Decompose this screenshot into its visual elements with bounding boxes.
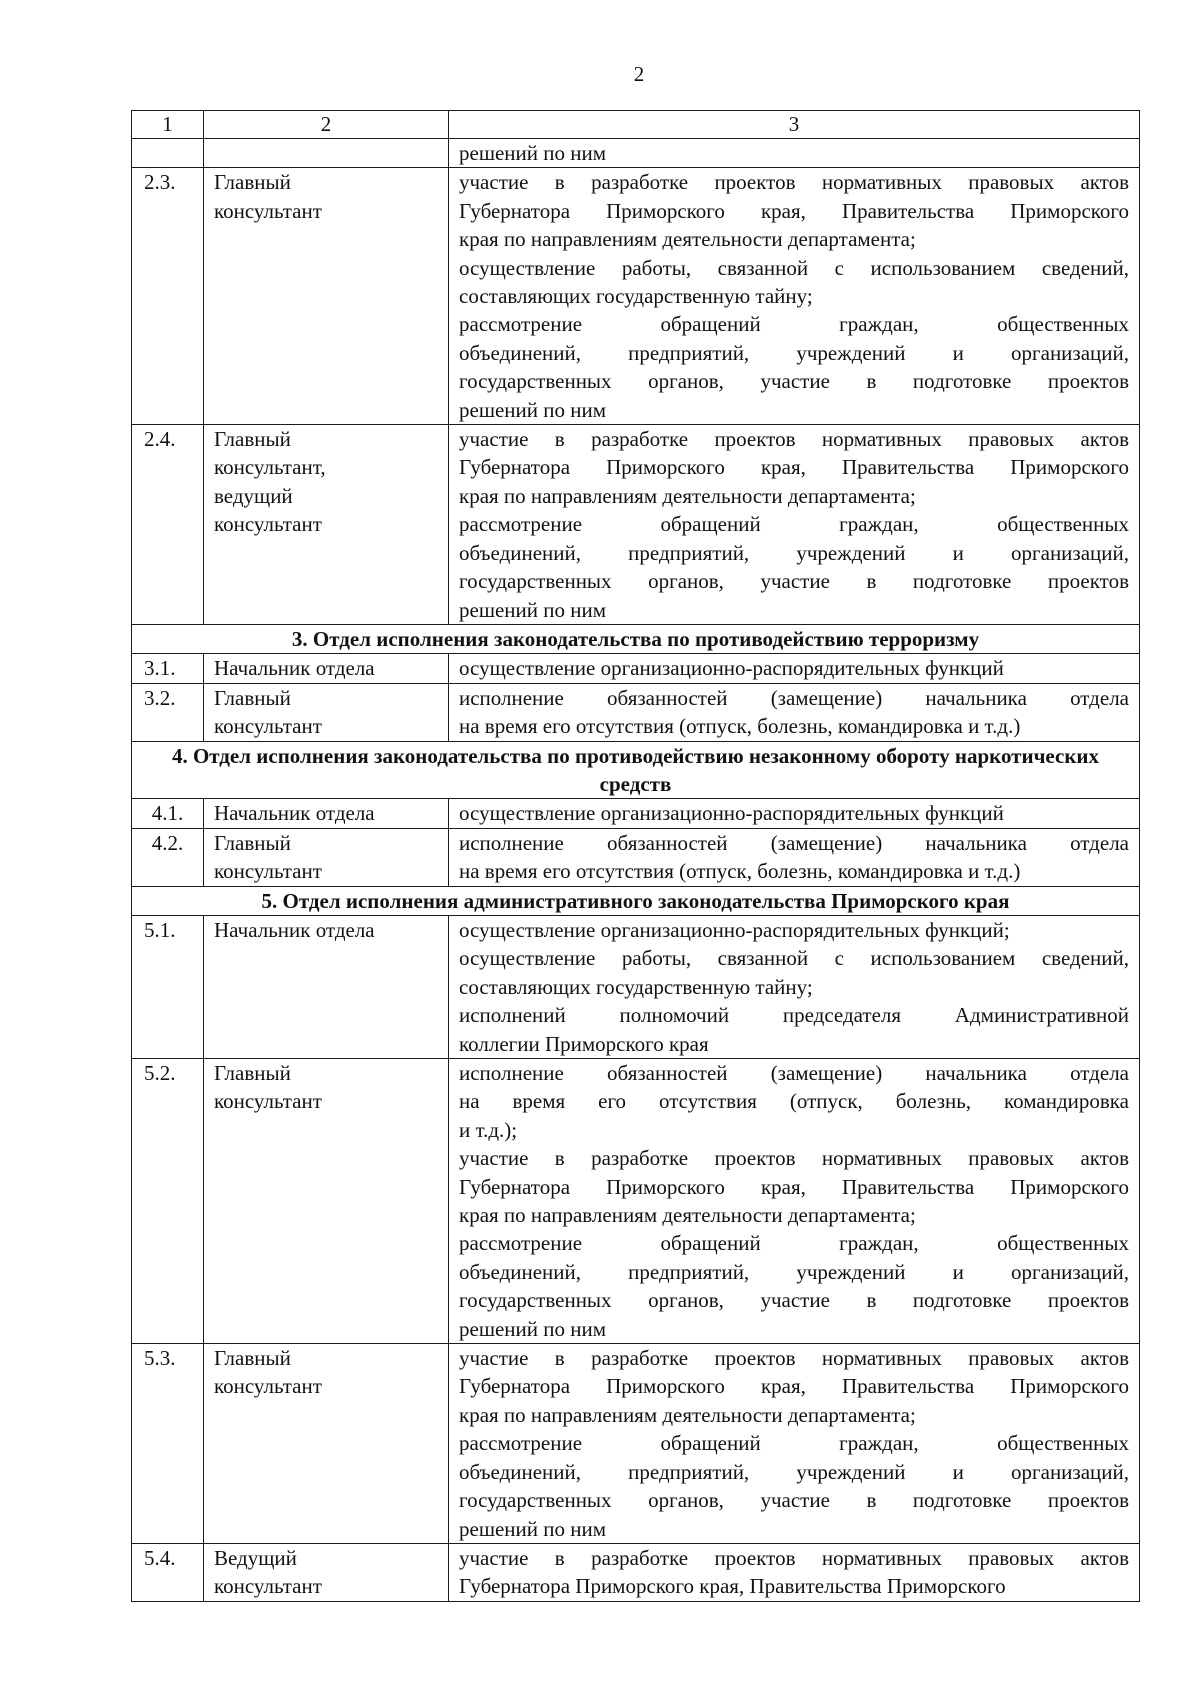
duty-line: осуществление организационно-распорядительных функций; (459, 917, 1010, 942)
position-line: консультант (214, 859, 322, 884)
duties-table (131, 110, 1140, 1602)
duty-line: Губернатора Приморского края, Правительства Приморского (459, 198, 1129, 223)
duty-line: объединений, предприятий, учреждений и организаций, (459, 1259, 1129, 1284)
duty-line: рассмотрение обращений граждан, общественных (459, 512, 1129, 537)
section-title: 5. Отдел исполнения административного законодательства Приморского края (132, 886, 1140, 915)
duty-line: участие в разработке проектов нормативных правовых актов (459, 1346, 1129, 1371)
header-col-3: 3 (449, 111, 1140, 139)
continuation-num (132, 139, 204, 168)
duty-line: края по направлениям деятельности департамента; (459, 483, 916, 508)
row-number: 3.2. (132, 683, 204, 741)
position-line: Начальник отдела (214, 917, 375, 942)
duties-cell (449, 1543, 1140, 1601)
duties-cell (449, 425, 1140, 625)
position-line: ведущий (214, 483, 293, 508)
row-number: 5.2. (132, 1059, 204, 1344)
position-line: консультант (214, 198, 322, 223)
duty-line: исполнение обязанностей (замещение) начальника отдела (459, 1061, 1129, 1085)
section-title: 3. Отдел исполнения законодательства по противодействию терроризму (132, 624, 1140, 653)
duty-line: на время его отсутствия (отпуск, болезнь, командировка (459, 1089, 1129, 1114)
table-header-row (132, 111, 1140, 139)
position-line: консультант (214, 1574, 322, 1599)
table-row (132, 799, 1140, 828)
duty-line: объединений, предприятий, учреждений и организаций, (459, 1459, 1129, 1484)
duty-line: объединений, предприятий, учреждений и организаций, (459, 540, 1129, 565)
position-line: Начальник отдела (214, 801, 375, 826)
duty-line: рассмотрение обращений граждан, общественных (459, 1231, 1129, 1256)
row-number: 3.1. (132, 654, 204, 683)
duty-line: края по направлениям деятельности департамента; (459, 1203, 916, 1228)
position-line: консультант (214, 1374, 322, 1399)
position-cell (204, 168, 449, 425)
section-row (132, 741, 1140, 799)
duty-line: исполнение обязанностей (замещение) начальника отдела (459, 830, 1129, 855)
row-number: 5.4. (132, 1543, 204, 1601)
section-row (132, 886, 1140, 915)
position-line: консультант, (214, 455, 326, 480)
table-row (132, 654, 1140, 683)
duty-line: участие в разработке проектов нормативных правовых актов (459, 1545, 1129, 1570)
duty-line: на время его отсутствия (отпуск, болезнь, командировка и т.д.) (459, 859, 1021, 884)
position-cell (204, 1344, 449, 1544)
duty-line: осуществление работы, связанной с использованием сведений, (459, 946, 1129, 971)
continuation-duties (449, 139, 1140, 168)
duty-line: Губернатора Приморского края, Правительства Приморского (459, 1374, 1129, 1399)
duty-line: решений по ним (459, 1316, 607, 1341)
position-line: Главный (214, 427, 291, 452)
duties-cell (449, 654, 1140, 683)
duties-cell (449, 168, 1140, 425)
table-row (132, 1543, 1140, 1601)
position-cell (204, 1059, 449, 1344)
duty-line: государственных органов, участие в подготовке проектов (459, 1288, 1129, 1313)
table-row (132, 425, 1140, 625)
duty-line: рассмотрение обращений граждан, общественных (459, 1431, 1129, 1456)
duty-line: государственных органов, участие в подготовке проектов (459, 569, 1129, 594)
duties-cell (449, 915, 1140, 1058)
duty-line: Губернатора Приморского края, Правительства Приморского (459, 455, 1129, 480)
continuation-row (132, 139, 1140, 168)
duty-line: объединений, предприятий, учреждений и организаций, (459, 340, 1129, 365)
duties-cell (449, 828, 1140, 886)
duty-line: составляющих государственную тайну; (459, 284, 813, 309)
duty-line: осуществление работы, связанной с использованием сведений, (459, 255, 1129, 280)
duty-line: Губернатора Приморского края, Правительства Приморского (459, 1574, 1006, 1599)
position-line: Главный (214, 1061, 291, 1085)
duty-line: решений по ним (459, 397, 607, 422)
table-row (132, 1059, 1140, 1344)
duty-line: составляющих государственную тайну; (459, 974, 813, 999)
position-cell (204, 828, 449, 886)
position-cell (204, 683, 449, 741)
duty-line: государственных органов, участие в подготовке проектов (459, 369, 1129, 394)
position-cell (204, 915, 449, 1058)
duties-cell (449, 1059, 1140, 1344)
duty-line: Губернатора Приморского края, Правительства Приморского (459, 1174, 1129, 1199)
duty-line: рассмотрение обращений граждан, общественных (459, 312, 1129, 337)
duty-line: государственных органов, участие в подготовке проектов (459, 1488, 1129, 1513)
row-number: 5.3. (132, 1344, 204, 1544)
header-col-2: 2 (204, 111, 449, 139)
position-cell (204, 1543, 449, 1601)
duty-line: осуществление организационно-распорядительных функций (459, 656, 1004, 681)
table-row (132, 1344, 1140, 1544)
position-line: консультант (214, 714, 322, 739)
duty-line: решений по ним (459, 141, 607, 165)
duty-line: и т.д.); (459, 1117, 518, 1142)
position-cell (204, 425, 449, 625)
row-number: 2.4. (132, 425, 204, 625)
continuation-position (204, 139, 449, 168)
table-row (132, 683, 1140, 741)
position-line: Главный (214, 685, 291, 710)
section-title: 4. Отдел исполнения законодательства по противодействию незаконному обороту наркотических средств (132, 741, 1140, 799)
duty-line: на время его отсутствия (отпуск, болезнь, командировка и т.д.) (459, 714, 1021, 739)
duty-line: коллегии Приморского края (459, 1031, 709, 1056)
position-cell (204, 654, 449, 683)
duty-line: края по направлениям деятельности департамента; (459, 1402, 916, 1427)
row-number: 4.2. (132, 828, 204, 886)
row-number: 2.3. (132, 168, 204, 425)
duty-line: участие в разработке проектов нормативных правовых актов (459, 1146, 1129, 1171)
duty-line: участие в разработке проектов нормативных правовых актов (459, 170, 1129, 195)
duty-line: исполнений полномочий председателя Административной (459, 1003, 1129, 1028)
position-line: Главный (214, 830, 291, 855)
table-row (132, 828, 1140, 886)
position-line: консультант (214, 1089, 322, 1114)
row-number: 5.1. (132, 915, 204, 1058)
duties-cell (449, 1344, 1140, 1544)
row-number: 4.1. (132, 799, 204, 828)
page-number: 2 (633, 62, 645, 86)
position-line: Главный (214, 170, 291, 195)
duty-line: осуществление организационно-распорядительных функций (459, 801, 1004, 826)
duty-line: решений по ним (459, 597, 607, 622)
duty-line: решений по ним (459, 1516, 607, 1541)
duties-cell (449, 683, 1140, 741)
position-line: Главный (214, 1346, 291, 1371)
section-row (132, 624, 1140, 653)
position-cell (204, 799, 449, 828)
position-line: Начальник отдела (214, 656, 375, 681)
duties-cell (449, 799, 1140, 828)
position-line: консультант (214, 512, 322, 537)
position-line: Ведущий (214, 1545, 297, 1570)
header-col-1: 1 (132, 111, 204, 139)
duty-line: участие в разработке проектов нормативных правовых актов (459, 427, 1129, 452)
duty-line: края по направлениям деятельности департамента; (459, 227, 916, 252)
duty-line: исполнение обязанностей (замещение) начальника отдела (459, 685, 1129, 710)
table-row (132, 168, 1140, 425)
table-row (132, 915, 1140, 1058)
